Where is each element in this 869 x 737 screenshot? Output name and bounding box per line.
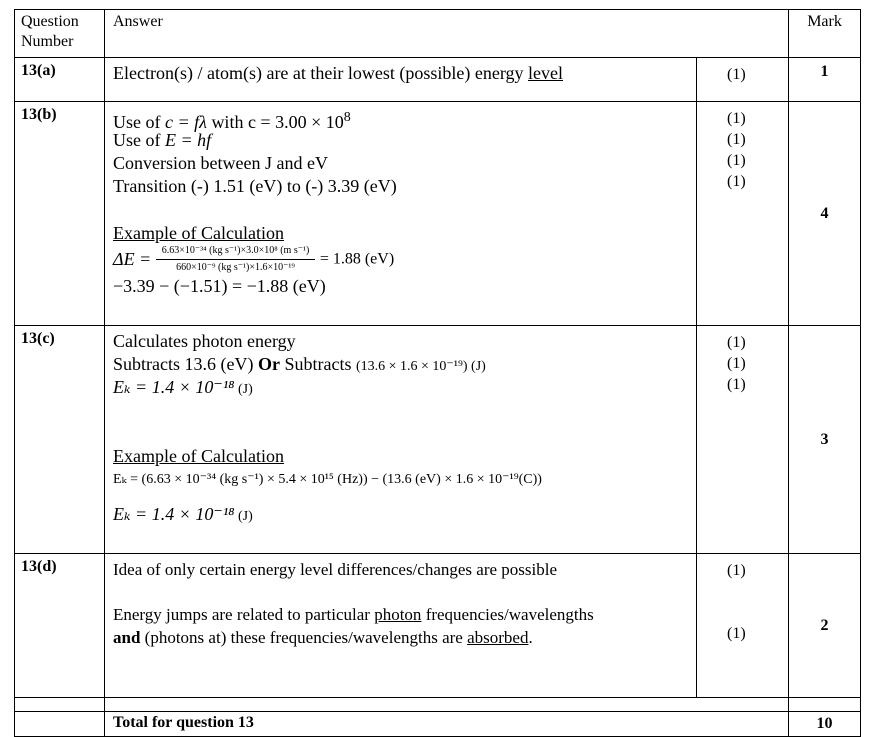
point-marks: (1) (1) (1) — [697, 326, 789, 554]
total-mark: 1 — [789, 58, 861, 102]
answer-header: Answer — [105, 10, 789, 58]
answer-line: Use of c = fλ with $c = 3.00 \times 10^8$ — [113, 110, 351, 132]
answer-line: Subtracts 13.6 (eV) Or Subtracts (13.6 × 1.6 × 10⁻¹⁹) (J) — [113, 354, 486, 374]
calculation-line: −3.39 − (−1.51) = −1.88 (eV) — [113, 276, 326, 296]
mark-scheme-table — [14, 9, 861, 737]
header-row — [15, 10, 861, 58]
mark-header: Mark — [789, 10, 861, 58]
question-number: 13(b) — [15, 102, 105, 326]
answer-line: Use of E = hf — [113, 130, 212, 150]
calculation-line: Eₖ = 1.4 × 10⁻¹⁸ (J) — [113, 504, 253, 524]
row-13c — [15, 326, 861, 554]
question-number-header: Question Number — [15, 10, 105, 58]
point-marks: (1) (1) — [697, 554, 789, 698]
row-13a — [15, 58, 861, 102]
answer-cell — [105, 554, 697, 698]
question-number: 13(c) — [15, 326, 105, 554]
example-title: Example of Calculation — [113, 446, 284, 466]
answer-line: Idea of only certain energy level differences/changes are possible — [113, 560, 558, 579]
point-marks: (1) (1) (1) (1) — [697, 102, 789, 326]
total-mark: 10 — [789, 712, 861, 737]
question-number: 13(a) — [15, 58, 105, 102]
total-mark: 4 — [789, 102, 861, 326]
question-number: 13(d) — [15, 554, 105, 698]
answer-cell — [105, 58, 697, 102]
answer-line: Conversion between J and eV — [113, 153, 328, 173]
answer-line: Calculates photon energy — [113, 331, 296, 351]
answer-cell — [105, 326, 697, 554]
answer-cell — [105, 102, 697, 326]
total-label: Total for question 13 — [105, 712, 789, 737]
calculation-fraction: ΔE = $\frac{\text{6.63×10⁻³⁴ (kg s⁻¹)×3.0×10⁸ (m s⁻¹)}}{\text{660×10⁻⁹ (kg s⁻¹)×1.6×10⁻¹⁹}}$ = 1.88 (eV) — [113, 245, 395, 273]
row-13d — [15, 554, 861, 698]
total-row — [15, 712, 861, 737]
answer-line: Eₖ = 1.4 × 10⁻¹⁸ (J) — [113, 377, 253, 397]
point-marks: (1) — [697, 58, 789, 102]
total-mark: 3 — [789, 326, 861, 554]
row-13b — [15, 102, 861, 326]
example-title: Example of Calculation — [113, 223, 284, 243]
fraction: $\frac{\text{6.63×10⁻³⁴ (kg s⁻¹)×3.0×10⁸ (m s⁻¹)}}{\text{660×10⁻⁹ (kg s⁻¹)×1.6×10⁻¹⁹}}$ — [156, 245, 316, 274]
calculation-line: Eₖ = (6.63 × 10⁻³⁴ (kg s⁻¹) × 5.4 × 10¹⁵ (Hz)) − (13.6 (eV) × 1.6 × 10⁻¹⁹(C)) — [113, 472, 542, 487]
total-mark: 2 — [789, 554, 861, 698]
answer-line: Energy jumps are related to particular photon frequencies/wavelengths — [113, 605, 594, 624]
spacer-row — [15, 698, 861, 712]
answer-line: Electron(s) / atom(s) are at their lowest (possible) energy level — [113, 63, 564, 83]
answer-line: and (photons at) these frequencies/wavelengths are absorbed. — [113, 628, 533, 647]
answer-line: Transition (-) 1.51 (eV) to (-) 3.39 (eV) — [113, 176, 397, 196]
